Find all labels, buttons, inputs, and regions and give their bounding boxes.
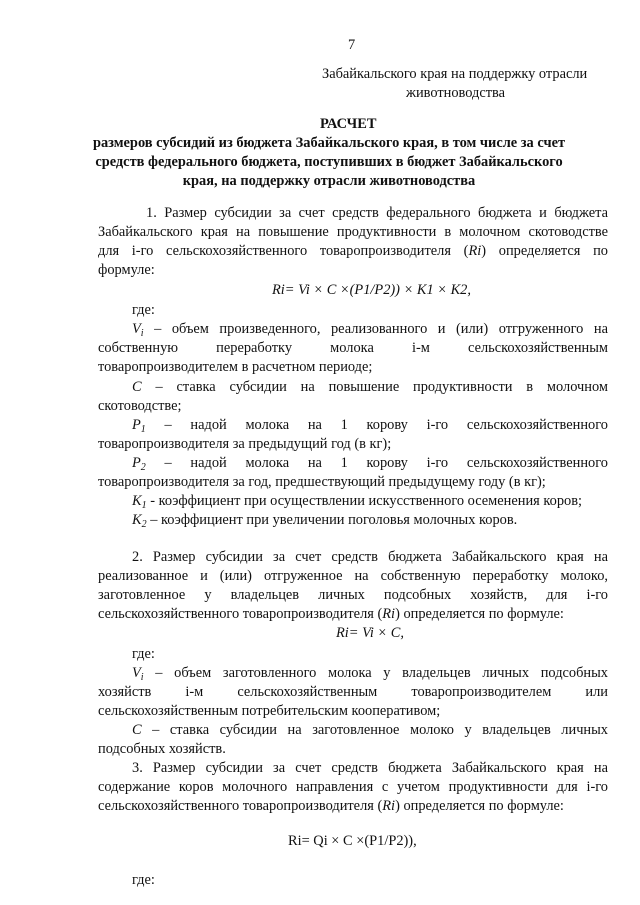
s2-c-def-b: подсобных хозяйств. xyxy=(98,741,226,757)
s2-formula: Ri= Vi × C, xyxy=(336,625,404,641)
page-number: 7 xyxy=(348,37,356,53)
s1-c-def-a: C – ставка субсидии на повышение продуктивности в молочном xyxy=(132,379,608,395)
s2-c-def-a: C – ставка субсидии на заготовленное молоко у владельцев личных xyxy=(132,722,608,738)
subtitle-line-3: края, на поддержку отрасли животноводства xyxy=(182,173,476,189)
s1-k2-def: $K_2$ – коэффициент при увеличении поголовья молочных коров. xyxy=(132,512,518,530)
s1-line-1: 1. Размер субсидии за счет средств федерального бюджета и бюджета xyxy=(146,205,608,221)
s2-v-def-b: хозяйств i-м сельскохозяйственным товаропроизводителем или xyxy=(98,684,608,700)
s2-v-def-c: сельскохозяйственным потребительским кооперативом; xyxy=(98,703,441,719)
s1-c-def-b: скотоводстве; xyxy=(98,398,182,414)
subtitle-line-1: размеров субсидий из бюджета Забайкальского края, в том числе за счет xyxy=(92,135,566,151)
s1-p1-def-a: $P_1$ – надой молока на 1 корову i-го сельскохозяйственного xyxy=(132,417,608,435)
s1-formula: Ri= Vi × C ×(P1/P2)) × K1 × K2, xyxy=(272,282,471,298)
s2-gde: где: xyxy=(132,646,155,662)
s1-line-2: Забайкальского края на повышение продуктивности в молочном скотоводстве xyxy=(98,224,608,240)
header-line-1: Забайкальского края на поддержку отрасли xyxy=(322,66,588,82)
s2-v-def-a: $V_i$ – объем заготовленного молока у владельцев личных подсобных xyxy=(132,665,608,683)
s1-k1-def: $K_1$ - коэффициент при осуществлении искусственного осеменения коров; xyxy=(132,493,583,511)
s1-line-3: для i-го сельскохозяйственного товаропроизводителя (Ri) определяется по xyxy=(98,243,608,259)
s3-line-3: сельскохозяйственного товаропроизводителя (Ri) определяется по формуле: xyxy=(98,798,564,814)
s3-line-2: содержание коров молочного направления с учетом продуктивности для i-го xyxy=(98,779,608,795)
s1-v-def-b: собственную переработку молока i-м сельскохозяйственным xyxy=(98,340,608,356)
subtitle-line-2: средств федерального бюджета, поступивших в бюджет Забайкальского xyxy=(95,154,563,170)
s1-p2-def-a: $P_2$ – надой молока на 1 корову i-го сельскохозяйственного xyxy=(132,455,608,473)
s3-formula: Ri= Qi × C ×(P1/P2)), xyxy=(288,833,417,849)
s3-line-1: 3. Размер субсидии за счет средств бюджета Забайкальского края на xyxy=(132,760,608,776)
document-title: РАСЧЕТ xyxy=(320,116,377,132)
s1-p2-def-b: товаропроизводителя за год, предшествующий предыдущему году (в кг); xyxy=(98,474,546,490)
s3-gde: где: xyxy=(132,872,155,888)
s2-line-2: реализованное и (или) отгруженное на собственную переработку молоко, xyxy=(98,568,608,584)
s1-v-def-a: $V_i$ – объем произведенного, реализованного и (или) отгруженного на xyxy=(132,321,608,339)
s1-v-def-c: товаропроизводителем в расчетном периоде; xyxy=(98,359,373,375)
s2-line-4: сельскохозяйственного товаропроизводителя (Ri) определяется по формуле: xyxy=(98,606,564,622)
s2-line-1: 2. Размер субсидии за счет средств бюджета Забайкальского края на xyxy=(132,549,608,565)
s1-p1-def-b: товаропроизводителя за предыдущий год (в кг); xyxy=(98,436,392,452)
s1-gde: где: xyxy=(132,302,155,318)
s2-line-3: заготовленное у владельцев личных подсобных хозяйств, для i-го xyxy=(98,587,608,603)
s1-line-4: формуле: xyxy=(98,262,155,278)
header-line-2: животноводства xyxy=(406,85,505,101)
